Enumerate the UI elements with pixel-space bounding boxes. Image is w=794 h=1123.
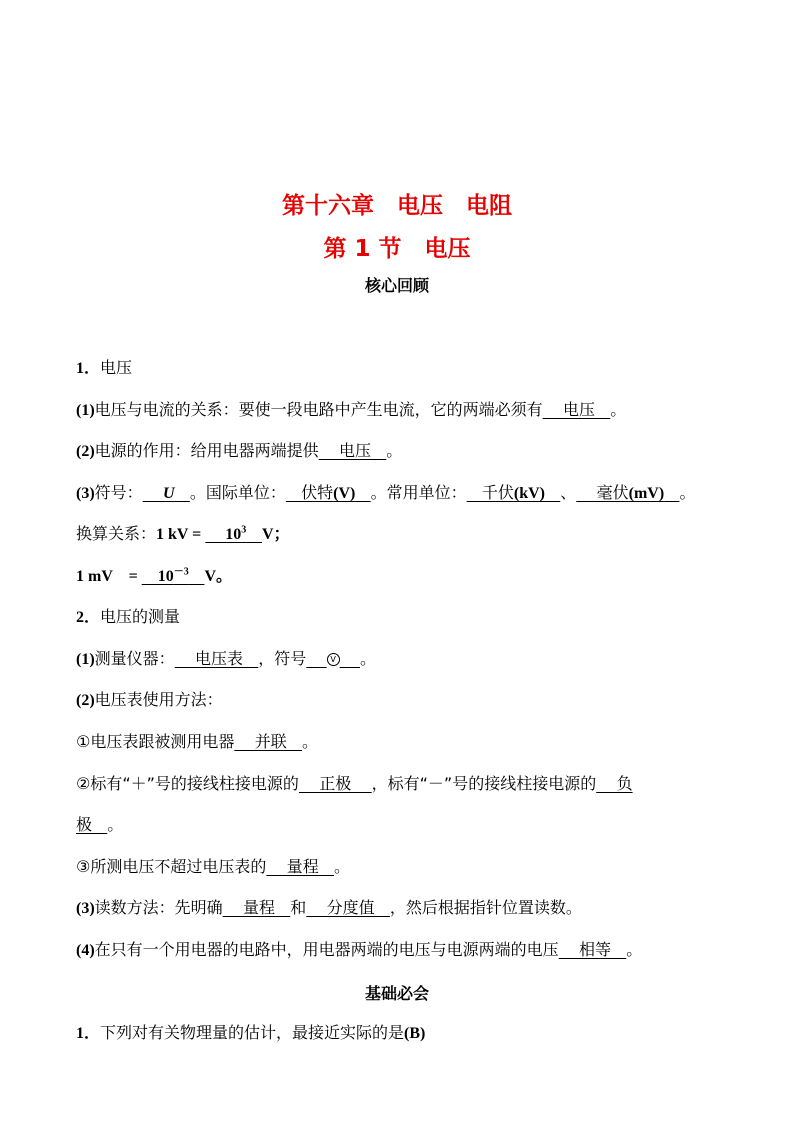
line-text: ，然后根据指针位置读数。: [389, 898, 582, 917]
answer-blank: 量程: [266, 857, 334, 876]
formula: 1 kV =: [156, 526, 206, 543]
line-voltage-current: [76, 400, 626, 421]
answer-blank: 电压: [542, 400, 611, 419]
line-end: 。: [359, 649, 376, 668]
item-text: 电压: [100, 358, 133, 377]
answer-blank: 正极: [298, 774, 372, 793]
line-text: ，符号: [258, 649, 307, 668]
sub-number: (1): [76, 402, 95, 419]
question-text: 下列对有关物理量的估计，最接近实际的是: [100, 1023, 405, 1042]
answer-blank: 负: [596, 774, 633, 793]
line-text: 符号：: [94, 483, 143, 502]
line-text: ①电压表跟被测用电器: [76, 732, 235, 751]
line-text: 。国际单位：: [189, 483, 286, 502]
line-end: 。: [626, 940, 643, 959]
line-text: 。常用单位：: [370, 483, 467, 502]
answer-blank: 量程: [222, 898, 291, 917]
line-end: 。: [107, 815, 124, 834]
sub-number: (2): [76, 692, 95, 709]
core-review-heading: 核心回顾: [364, 276, 429, 295]
answer-symbol-blank: [306, 649, 360, 668]
item-number: 2．: [76, 609, 101, 626]
question-answer: (B): [404, 1025, 426, 1042]
answer-blank: $10^3$: [205, 524, 247, 543]
answer-blank: 并联: [234, 732, 302, 751]
line-usage-2: [76, 774, 633, 794]
sub-number: (3): [76, 485, 95, 502]
line-symbol-units: [76, 483, 695, 504]
line-usage: [76, 690, 223, 711]
line-end: 。: [386, 441, 403, 460]
formula-end: V。: [204, 568, 232, 585]
line-usage-3: [76, 857, 350, 877]
line-text: 电源的作用：给用电器两端提供: [94, 441, 319, 460]
basic-heading: 基础必会: [364, 984, 429, 1003]
formula: 1 mV =: [76, 568, 142, 585]
formula-end: V；: [262, 526, 290, 543]
chapter-title: 第十六章 电压 电阻: [282, 193, 512, 219]
item-1-heading: [76, 358, 132, 379]
line-text: 读数方法：先明确: [94, 898, 223, 917]
question-number: 1．: [76, 1025, 101, 1042]
item-number: 1．: [76, 360, 101, 377]
line-text: 电压与电流的关系：要使一段电路中产生电流，它的两端必须有: [94, 400, 543, 419]
answer-blank: 电压表: [174, 649, 259, 668]
line-text: 、: [560, 483, 577, 502]
line-text: 和: [290, 898, 307, 917]
sub-number: (4): [76, 942, 95, 959]
line-end: 。: [333, 857, 350, 876]
line-usage-2-cont: [76, 815, 123, 835]
line-text: ，标有“－”号的接线柱接电源的: [371, 774, 597, 793]
question-1: [76, 1023, 425, 1044]
voltmeter-symbol-icon: V: [327, 653, 340, 666]
line-single-load: [76, 940, 642, 961]
line-text: ③所测电压不超过电压表的: [76, 857, 267, 876]
answer-unit-kv: 千伏(kV): [466, 483, 545, 502]
section-title: 第 1 节 电压: [323, 236, 471, 262]
line-conversion-kv: [76, 524, 290, 545]
item-2-heading: [76, 607, 180, 628]
answer-symbol: U: [163, 485, 175, 502]
line-end: 。: [301, 732, 318, 751]
sub-number: (1): [76, 651, 95, 668]
line-instrument: [76, 649, 376, 670]
answer-unit-mv: 毫伏(mV): [576, 483, 665, 502]
item-text: 电压的测量: [100, 607, 181, 626]
line-reading: [76, 898, 582, 919]
sub-number: (3): [76, 900, 95, 917]
line-text: 测量仪器：: [94, 649, 175, 668]
line-end: 。: [610, 400, 627, 419]
answer-si-unit: 伏特(V): [285, 483, 356, 502]
answer-blank: 相等: [558, 940, 627, 959]
line-text: ②标有“＋”号的接线柱接电源的: [76, 774, 299, 793]
line-text: 在只有一个用电器的电路中，用电器两端的电压与电源两端的电压: [94, 940, 559, 959]
line-text: 电压表使用方法：: [94, 690, 223, 709]
line-end: 。: [679, 483, 696, 502]
answer-blank: 极: [76, 815, 108, 834]
line-usage-1: [76, 732, 318, 752]
line-text: 换算关系：: [76, 524, 157, 543]
line-conversion-mv: [76, 566, 232, 587]
line-power-source: [76, 441, 402, 462]
answer-blank: $10^{-3}$: [141, 566, 189, 585]
answer-blank: 电压: [318, 441, 387, 460]
answer-blank: 分度值: [306, 898, 390, 917]
sub-number: (2): [76, 443, 95, 460]
